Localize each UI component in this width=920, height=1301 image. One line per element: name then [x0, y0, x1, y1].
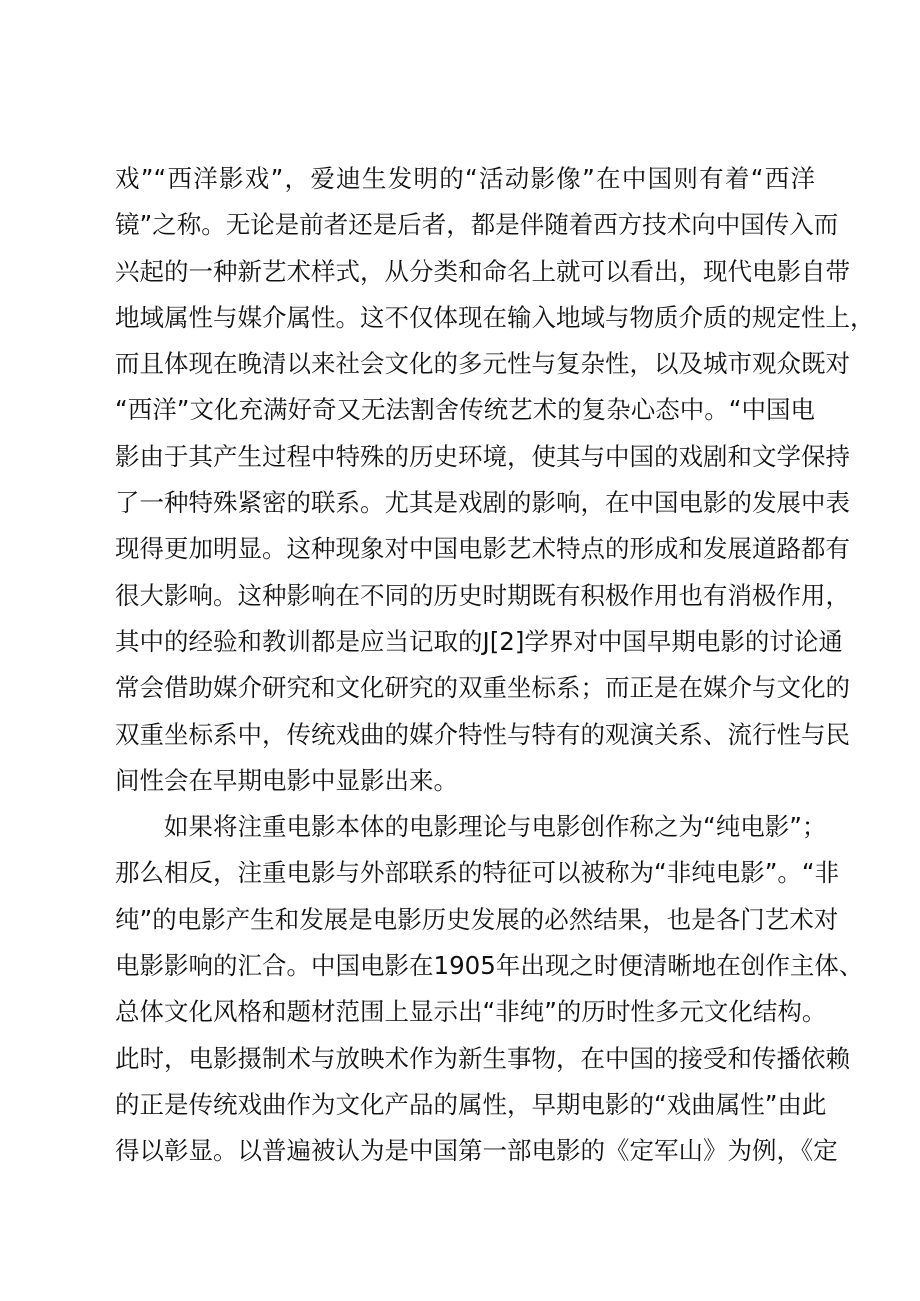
text-line: 此时，电影摄制术与放映术作为新生事物，在中国的接受和传播依赖 — [115, 1043, 850, 1073]
text-line: 现得更加明显。这种现象对中国电影艺术特点的形成和发展道路都有 — [115, 534, 850, 564]
text-line: 总体文化风格和题材范围上显示出“非纯”的历时性多元文化结构。 — [115, 997, 827, 1027]
text-line: 纯”的电影产生和发展是电影历史发展的必然结果，也是各门艺术对 — [115, 904, 839, 934]
text-line: 镜”之称。无论是前者还是后者，都是伴随着西方技术向中国传入而 — [115, 210, 839, 240]
text-line: 地域属性与媒介属性。这不仅体现在输入地域与物质介质的规定性上， — [115, 302, 875, 332]
text-line: 常会借助媒介研究和文化研究的双重坐标系；而正是在媒介与文化的 — [115, 673, 850, 703]
text-line: 那么相反，注重电影与外部联系的特征可以被称为“非纯电影”。“非 — [115, 858, 840, 888]
text-line: 戏”“西洋影戏”，爱迪生发明的“活动影像”在中国则有着“西洋 — [115, 164, 815, 193]
text-line: 得以彰显。以普遍被认为是中国第一部电影的《定军山》为例，《定 — [115, 1136, 838, 1166]
text-line: 兴起的一种新艺术样式，从分类和命名上就可以看出，现代电影自带 — [115, 256, 850, 286]
text-line: 双重坐标系中，传统戏曲的媒介特性与特有的观演关系、流行性与民 — [115, 719, 850, 749]
text-line: 了一种特殊紧密的联系。尤其是戏剧的影响，在中国电影的发展中表 — [115, 488, 850, 518]
text-line: 如果将注重电影本体的电影理论与电影创作称之为“纯电影”； — [115, 812, 827, 842]
text-line: 的正是传统戏曲作为文化产品的属性，早期电影的“戏曲属性”由此 — [115, 1089, 827, 1119]
text-line: 影由于其产生过程中特殊的历史环境，使其与中国的戏剧和文学保持 — [115, 441, 850, 471]
text-line: 很大影响。这种影响在不同的历史时期既有积极作用也有消极作用， — [115, 580, 850, 610]
text-line: 其中的经验和教训都是应当记取的J[2]学界对中国早期电影的讨论通 — [115, 626, 843, 656]
paragraph-2 — [115, 804, 864, 1174]
text-line: 电影影响的汇合。中国电影在1905年出现之时便清晰地在创作主体、 — [115, 951, 864, 981]
paragraph-1 — [115, 156, 875, 804]
text-line: 间性会在早期电影中显影出来。 — [115, 765, 458, 795]
text-line: “西洋”文化充满好奇又无法割舍传统艺术的复杂心态中。“中国电 — [115, 395, 815, 425]
text-line: 而且体现在晚清以来社会文化的多元性与复杂性，以及城市观众既对 — [115, 349, 850, 379]
body-text — [115, 156, 875, 1175]
